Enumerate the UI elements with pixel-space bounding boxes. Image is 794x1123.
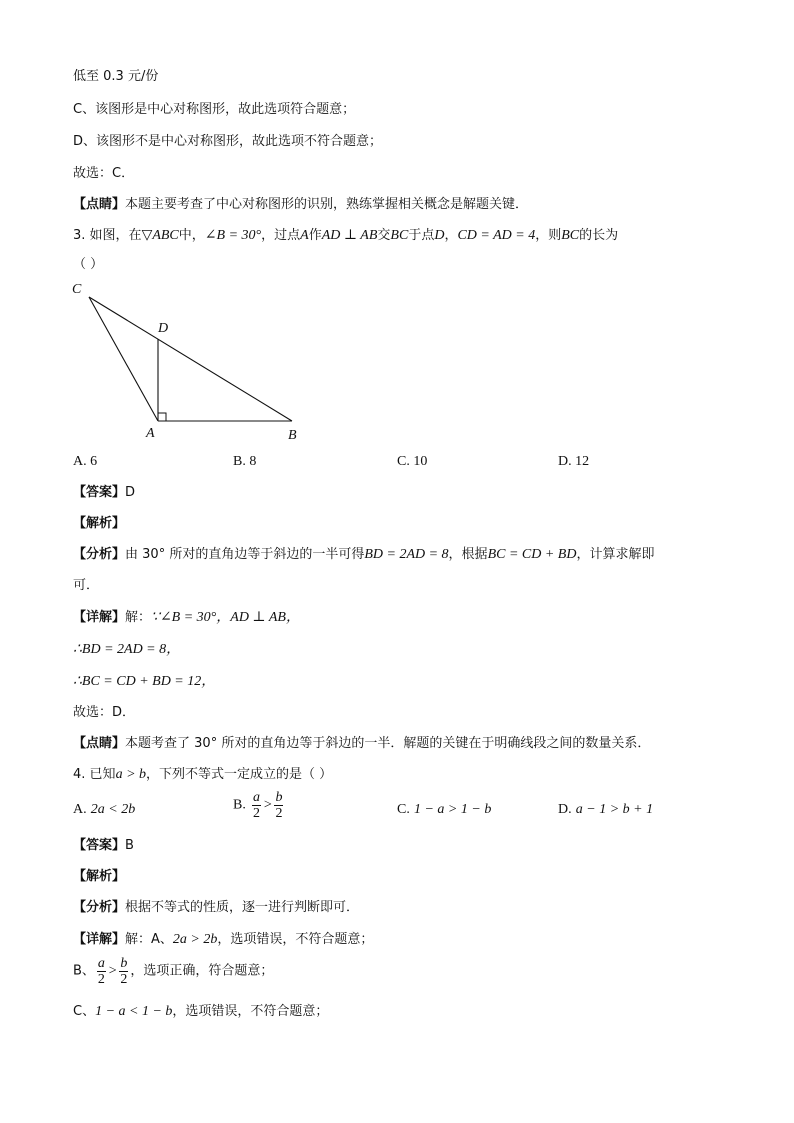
step-line: ∴BD = 2AD = 8， (73, 642, 181, 657)
triangle-figure (66, 280, 306, 445)
option-a: A. 6 (73, 454, 98, 469)
jiexi-line: 【解析】 (73, 869, 126, 884)
fenxi-line: 【分析】根据不等式的性质，逐一进行判断即可． (73, 900, 360, 915)
fenxi-line-cont: 可． (73, 578, 100, 593)
answer-line: 【答案】B (73, 838, 134, 853)
question-4-stem: 4. 已知a > b，下列不等式一定成立的是（ ） (73, 767, 333, 782)
text-line: C、该图形是中心对称图形，故此选项符合题意； (73, 102, 356, 117)
label-D: D (158, 321, 169, 336)
dianjing-line: 【点睛】本题考查了 30° 所对的直角边等于斜边的一半．解题的关键在于明确线段之间的数量关系． (73, 736, 651, 751)
xiangjie-line: 【详解】解：∵∠B = 30°，AD ⊥ AB， (73, 610, 300, 625)
right-angle-mark (158, 413, 166, 421)
option-d: D. a − 1 > b + 1 (558, 802, 654, 817)
option-d: D. 12 (558, 454, 590, 469)
option-b: B. 8 (233, 454, 257, 469)
answer-line: 【答案】D (73, 485, 136, 500)
label-A: A (146, 426, 155, 441)
option-b: B. $\frac{a}{2}$ > $\frac{b}{2}$ (233, 790, 283, 821)
text-line: D、该图形不是中心对称图形，故此选项不符合题意； (73, 134, 383, 149)
text-line: 故选：C． (73, 166, 135, 181)
step-line: C、1 − a < 1 − b，选项错误，不符合题意； (73, 1004, 329, 1019)
question-3-stem: 3. 如图，在▽ABC中，∠B = 30°，过点A作AD ⊥ AB交BC于点D，CD = AD = 4，则BC的长为 (73, 228, 619, 243)
label-C: C (72, 282, 82, 297)
option-a: A. 2a < 2b (73, 802, 136, 817)
xiangjie-line: 【详解】解：A、2a > 2b，选项错误，不符合题意； (73, 932, 374, 947)
segment-CA (89, 297, 158, 421)
step-line: ∴BC = CD + BD = 12， (73, 674, 216, 689)
jiexi-line: 【解析】 (73, 516, 126, 531)
segment-CB (89, 297, 292, 421)
fenxi-line: 【分析】由 30° 所对的直角边等于斜边的一半可得BD = 2AD = 8，根据BC = CD + BD，计算求解即 (73, 547, 655, 562)
question-3-paren: （ ） (73, 257, 104, 272)
option-c: C. 10 (397, 454, 428, 469)
text-line: 低至 0.3 元/份 (73, 69, 159, 84)
guxuan-line: 故选：D． (73, 705, 136, 720)
step-line: B、 $\frac{a}{2}$ > $\frac{b}{2}$ ，选项正确，符合题意； (73, 956, 274, 987)
label-B: B (288, 428, 297, 443)
dianjing-line: 【点睛】本题主要考查了中心对称图形的识别，熟练掌握相关概念是解题关键． (73, 197, 529, 212)
option-c: C. 1 − a > 1 − b (397, 802, 492, 817)
